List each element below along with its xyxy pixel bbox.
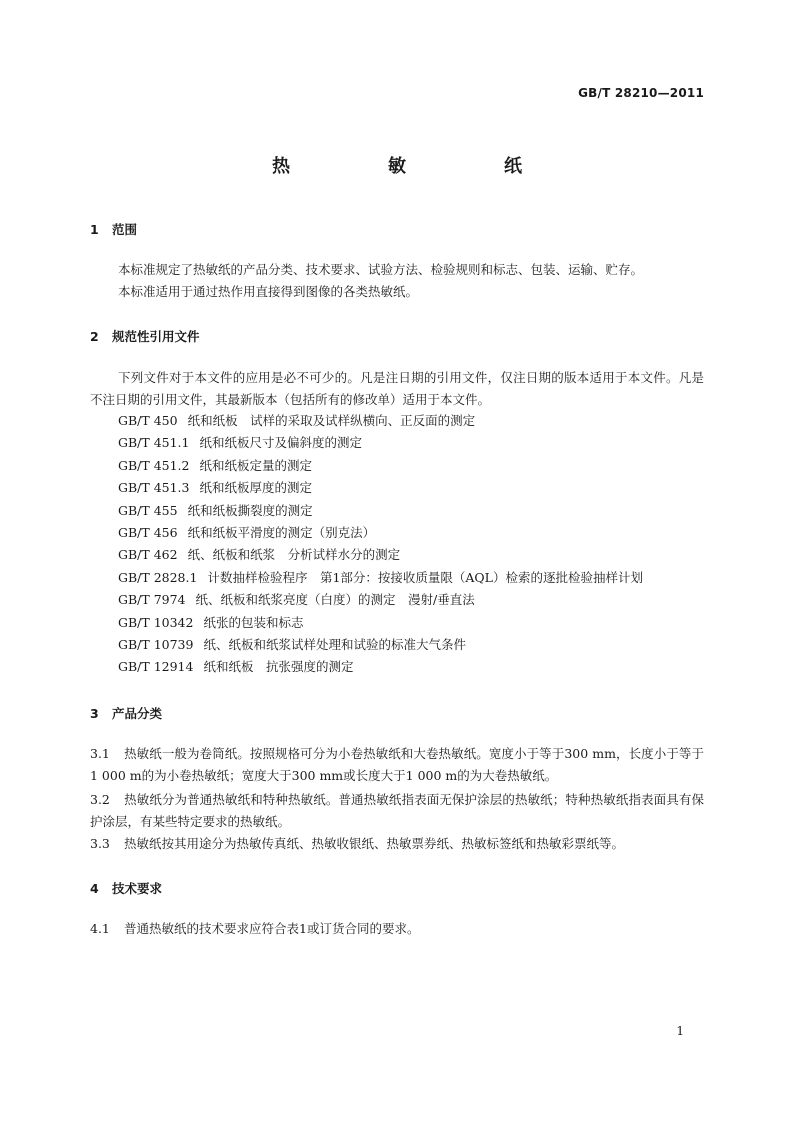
reference-code: GB/T 456: [118, 525, 178, 541]
reference-title: 纸和纸板平滑度的测定（别克法）: [187, 525, 376, 541]
reference-title: 纸、纸板和纸浆亮度（白度）的测定 漫射/垂直法: [195, 592, 475, 608]
section-3-title: 产品分类: [112, 706, 163, 721]
reference-title: 纸张的包装和标志: [203, 614, 304, 630]
reference-code: GB/T 462: [118, 547, 178, 563]
reference-code: GB/T 7974: [118, 592, 186, 608]
standard-code: GB/T 28210—2011: [578, 86, 704, 100]
section-4-title: 技术要求: [112, 881, 163, 896]
clause-number: 3.2: [90, 792, 110, 807]
clause-3-3: [90, 833, 704, 855]
clause-text: 热敏纸一般为卷筒纸。按照规格可分为小卷热敏纸和大卷热敏纸。宽度小于等于300 mm，长度小于等于1 000 m的为小卷热敏纸；宽度大于300 mm或长度大于1 000 m的为大卷热敏纸。: [90, 746, 704, 783]
reference-title: 纸和纸板厚度的测定: [199, 480, 312, 496]
reference-item: [118, 432, 643, 454]
reference-code: GB/T 455: [118, 502, 178, 518]
reference-item: [118, 500, 643, 522]
section-1-title: 范围: [112, 222, 138, 237]
reference-code: GB/T 451.3: [118, 480, 190, 496]
reference-item: [118, 410, 643, 432]
section-1-heading: [90, 220, 137, 238]
section-3-number: 3: [90, 706, 99, 721]
clause-text: 普通热敏纸的技术要求应符合表1或订货合同的要求。: [124, 921, 420, 936]
reference-code: GB/T 451.1: [118, 435, 190, 451]
section-3-heading: [90, 704, 162, 722]
clause-number: 3.3: [90, 836, 110, 851]
reference-code: GB/T 451.2: [118, 457, 190, 473]
clause-text: 热敏纸按其用途分为热敏传真纸、热敏收银纸、热敏票券纸、热敏标签纸和热敏彩票纸等。: [124, 836, 625, 851]
reference-item: [118, 522, 643, 544]
reference-item: [118, 656, 643, 678]
section-4-heading: [90, 879, 162, 897]
reference-title: 纸和纸板定量的测定: [199, 457, 312, 473]
section-1-paragraph-1: 本标准规定了热敏纸的产品分类、技术要求、试验方法、检验规则和标志、包装、运输、贮存。: [118, 262, 644, 277]
section-1-paragraph-2: 本标准适用于通过热作用直接得到图像的各类热敏纸。: [118, 284, 419, 299]
clause-number: 3.1: [90, 746, 110, 761]
reference-item: [118, 589, 643, 611]
reference-title: 纸和纸板 抗张强度的测定: [203, 659, 354, 675]
clause-3-2: [90, 789, 704, 833]
section-4-number: 4: [90, 881, 99, 896]
reference-item: [118, 612, 643, 634]
section-2-title: 规范性引用文件: [112, 329, 200, 344]
clause-4-1: [90, 918, 704, 940]
reference-title: 纸和纸板尺寸及偏斜度的测定: [199, 435, 362, 451]
clause-3-1: [90, 743, 704, 787]
clause-number: 4.1: [90, 921, 110, 936]
page-number: 1: [676, 1024, 684, 1038]
reference-code: GB/T 2828.1: [118, 569, 198, 585]
reference-item: [118, 477, 643, 499]
reference-item: [118, 567, 643, 589]
section-2-heading: [90, 327, 200, 345]
section-2-number: 2: [90, 329, 99, 344]
reference-item: [118, 544, 643, 566]
reference-item: [118, 634, 643, 656]
reference-title: 纸、纸板和纸浆 分析试样水分的测定: [187, 547, 401, 563]
reference-item: [118, 455, 643, 477]
document-title: 热 敏 纸: [272, 156, 562, 177]
section-1-number: 1: [90, 222, 99, 237]
reference-list: [118, 410, 643, 679]
clause-text: 热敏纸分为普通热敏纸和特种热敏纸。普通热敏纸指表面无保护涂层的热敏纸；特种热敏纸指表面具有保护涂层，有某些特定要求的热敏纸。: [90, 792, 704, 829]
reference-title: 纸和纸板撕裂度的测定: [187, 502, 313, 518]
section-2-intro: 下列文件对于本文件的应用是必不可少的。凡是注日期的引用文件，仅注日期的版本适用于本文件。凡是不注日期的引用文件，其最新版本（包括所有的修改单）适用于本文件。: [90, 370, 704, 407]
reference-code: GB/T 450: [118, 413, 178, 428]
reference-code: GB/T 12914: [118, 659, 194, 675]
reference-title: 纸和纸板 试样的采取及试样纵横向、正反面的测定: [187, 413, 476, 428]
reference-code: GB/T 10342: [118, 614, 194, 630]
reference-title: 纸、纸板和纸浆试样处理和试验的标准大气条件: [203, 637, 466, 653]
reference-code: GB/T 10739: [118, 637, 194, 653]
reference-title: 计数抽样检验程序 第1部分：按接收质量限（AQL）检索的逐批检验抽样计划: [207, 569, 643, 585]
